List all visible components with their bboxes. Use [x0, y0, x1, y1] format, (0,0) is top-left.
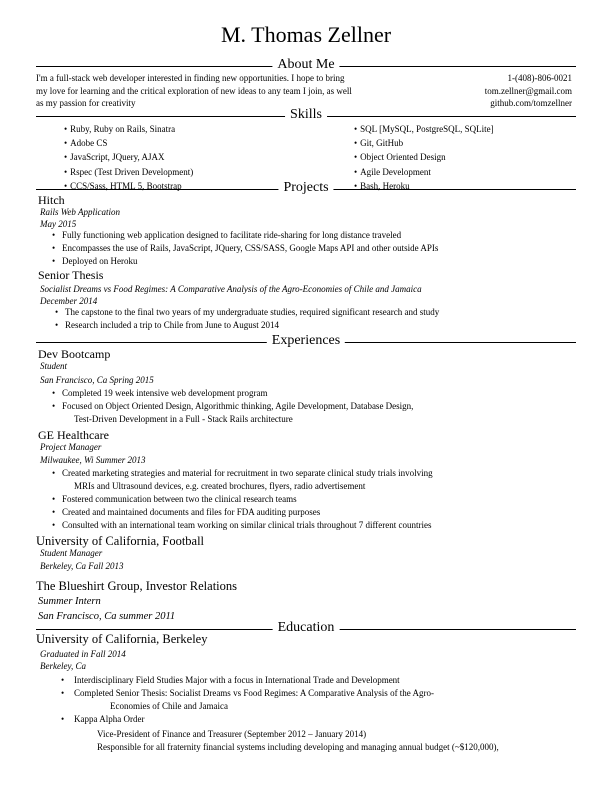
experience-role: Project Manager	[40, 442, 102, 452]
github-link[interactable]: github.com/tomzellner	[490, 98, 572, 108]
project-title: Senior Thesis	[38, 268, 104, 282]
project-title: Hitch	[38, 193, 65, 207]
experience-title: The Blueshirt Group, Investor Relations	[36, 579, 238, 593]
list-item: • Completed Senior Thesis: Socialist Dreams vs Food Regimes: A Comparative Analysis of the Agro-	[61, 687, 434, 700]
project-bullets	[55, 306, 439, 332]
contact-info	[485, 72, 572, 110]
list-item-continuation: MRIs and Ultrasound devices, e.g. created brochures, flyers, radio advertisement	[74, 481, 366, 491]
list-item: • Research included a trip to Chile from June to August 2014	[55, 319, 439, 332]
list-item: • Kappa Alpha Order	[61, 713, 434, 726]
list-item: • Focused on Object Oriented Design, Algorithmic thinking, Agile Development, Database Design,	[52, 400, 413, 413]
skill-item: • CCS/Sass, HTML 5, Bootstrap	[64, 179, 193, 193]
skill-item: • Agile Development	[354, 165, 494, 179]
about-line: as my passion for creativity	[36, 98, 136, 108]
experience-title: Dev Bootcamp	[38, 347, 111, 361]
education-detail: Responsible for all fraternity financial systems including developing and managing annual budget (~$120,000),	[97, 742, 499, 752]
list-item: • Fully functioning web application designed to facilitate ride-sharing for long distance traveled	[52, 229, 438, 242]
experience-place: Berkeley, Ca Fall 2013	[40, 561, 124, 571]
education-title: University of California, Berkeley	[36, 632, 208, 646]
list-item: • Encompasses the use of Rails, JavaScript, JQuery, CSS/SASS, Google Maps API and other outside APIs	[52, 242, 438, 255]
skill-item: • JavaScript, JQuery, AJAX	[64, 150, 193, 164]
experience-bullets	[52, 467, 433, 532]
skill-item: • SQL [MySQL, PostgreSQL, SQLite]	[354, 122, 494, 136]
project-date: December 2014	[40, 296, 98, 306]
education-graduated: Graduated in Fall 2014	[40, 649, 126, 659]
experience-role: Student Manager	[40, 548, 103, 558]
section-label: Skills	[285, 107, 327, 123]
section-heading-projects	[36, 180, 576, 196]
list-item-continuation: Economies of Chile and Jamaica	[110, 701, 228, 711]
experience-role: Summer Intern	[38, 596, 101, 607]
skill-item: • Git, GitHub	[354, 136, 494, 150]
section-label: Experiences	[267, 333, 345, 349]
education-detail: Vice-President of Finance and Treasurer (September 2012 – January 2014)	[97, 729, 367, 739]
skill-item: • Object Oriented Design	[354, 150, 494, 164]
list-item-continuation: Test-Driven Development in a Full - Stack Rails architecture	[74, 414, 293, 424]
list-item: • Completed 19 week intensive web development program	[52, 387, 413, 400]
list-item: • Consulted with an international team working on similar clinical trials throughout 7 different countries	[52, 519, 433, 532]
skill-item: • Adobe CS	[64, 136, 193, 150]
experience-place: San Francisco, Ca summer 2011	[38, 611, 176, 622]
phone-number: 1-(408)-806-0021	[507, 73, 572, 83]
section-label: Education	[273, 620, 340, 636]
experience-title: GE Healthcare	[38, 428, 109, 442]
section-label: Projects	[278, 180, 333, 196]
about-line: I'm a full-stack web developer interested in finding new opportunities. I hope to bring	[36, 73, 345, 83]
section-heading-about	[36, 57, 576, 73]
experience-title: University of California, Football	[36, 534, 205, 548]
list-item: • Created and maintained documents and files for FDA auditing purposes	[52, 506, 433, 519]
experience-place: San Francisco, Ca Spring 2015	[40, 375, 154, 385]
experience-place: Milwaukee, Wi Summer 2013	[40, 455, 146, 465]
project-bullets	[52, 229, 438, 268]
page-title: M. Thomas Zellner	[220, 22, 392, 47]
skill-item: • Bash, Heroku	[354, 179, 494, 193]
list-item: • Interdisciplinary Field Studies Major with a focus in International Trade and Development	[61, 674, 434, 687]
project-date: May 2015	[40, 219, 77, 229]
email-address[interactable]: tom.zellner@gmail.com	[484, 85, 572, 96]
list-item: • The capstone to the final two years of my undergraduate studies, required significant research and study	[55, 306, 439, 319]
section-heading-experiences	[36, 333, 576, 349]
education-bullets	[61, 674, 434, 726]
project-subtitle: Rails Web Application	[40, 207, 120, 217]
list-item: • Deployed on Heroku	[52, 255, 438, 268]
education-place: Berkeley, Ca	[40, 661, 86, 671]
experience-role: Student	[40, 361, 67, 371]
about-line: my love for learning and the critical exploration of new ideas to any team I join, as well	[36, 85, 352, 96]
skill-item: • Rspec (Test Driven Development)	[64, 165, 193, 179]
list-item: • Created marketing strategies and material for recruitment in two separate clinical study trials involving	[52, 467, 433, 480]
section-label: About Me	[272, 57, 339, 73]
about-text	[36, 72, 426, 110]
skill-item: • Ruby, Ruby on Rails, Sinatra	[64, 122, 193, 136]
project-subtitle: Socialist Dreams vs Food Regimes: A Comparative Analysis of the Agro-Economies of Chile and Jamaica	[40, 284, 422, 294]
experience-bullets	[52, 387, 413, 426]
section-heading-skills	[36, 107, 576, 123]
list-item: • Fostered communication between two the clinical research teams	[52, 493, 433, 506]
